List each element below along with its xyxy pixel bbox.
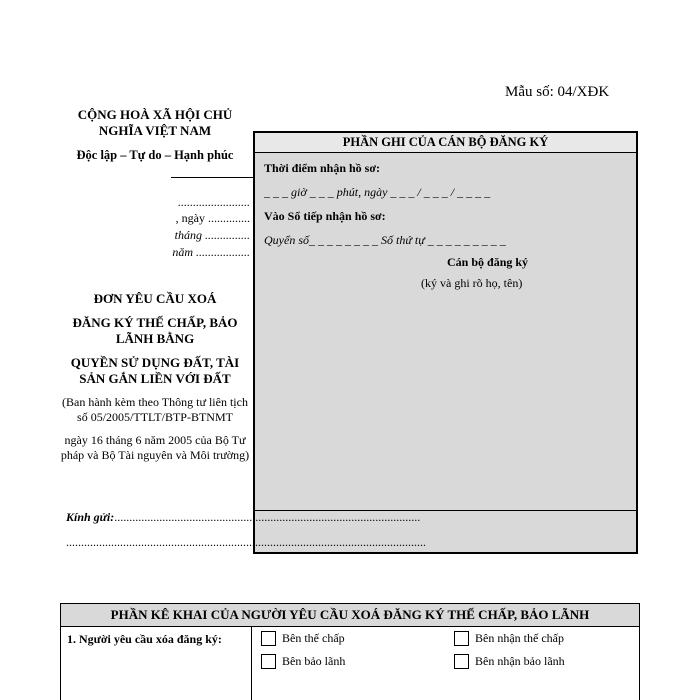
title-line-2: ĐĂNG KÝ THẾ CHẤP, BẢO LÃNH BẰNG	[72, 315, 238, 346]
option-guarantee-recipient[interactable]	[454, 654, 565, 669]
recipient-label: Kính gửi:	[66, 510, 115, 524]
document-title	[60, 291, 250, 471]
form-number: Mẫu số: 04/XĐK	[505, 84, 610, 100]
officer-section-heading: PHẦN GHI CỦA CÁN BỘ ĐĂNG KÝ	[255, 133, 636, 153]
receive-time-field[interactable]: _ _ _ giờ _ _ _ phút, ngày _ _ _ / _ _ _ / _ _ _ _	[264, 185, 491, 199]
recipient-line-2[interactable]: ........................................................................................................................	[66, 535, 426, 549]
nation-header	[60, 107, 250, 139]
title-line-1: ĐƠN YÊU CẦU XOÁ	[93, 291, 217, 306]
recipient-line[interactable]	[66, 510, 420, 525]
option-mortgagor[interactable]	[261, 631, 345, 646]
option-guarantee-recipient-label: Bên nhận bảo lãnh	[475, 654, 565, 668]
checkbox-mortgagee[interactable]	[454, 631, 469, 646]
title-note-1: (Ban hành kèm theo Thông tư liên tịch số 05/2005/TTLT/BTP-BTNMT	[62, 395, 248, 424]
checkbox-mortgagor[interactable]	[261, 631, 276, 646]
nation-line-2: NGHĨA VIỆT NAM	[98, 123, 212, 138]
officer-label: Cán bộ đăng ký	[447, 255, 529, 269]
option-mortgagee[interactable]	[454, 631, 564, 646]
day-field[interactable]: , ngày ..............	[175, 211, 250, 225]
option-guarantor[interactable]	[261, 654, 345, 669]
motto: Độc lập – Tự do – Hạnh phúc	[76, 148, 234, 162]
declaration-column-divider	[251, 626, 252, 700]
title-line-3: QUYỀN SỬ DỤNG ĐẤT, TÀI SẢN GẮN LIỀN VỚI ĐẤT	[70, 355, 240, 386]
option-mortgagor-label: Bên thế chấp	[282, 631, 345, 645]
declaration-section	[60, 603, 640, 700]
declaration-heading: PHẦN KÊ KHAI CỦA NGƯỜI YÊU CẦU XOÁ ĐĂNG KÝ THẾ CHẤP, BẢO LÃNH	[61, 604, 639, 627]
checkbox-guarantor[interactable]	[261, 654, 276, 669]
place-field[interactable]: ........................	[178, 195, 250, 209]
option-guarantor-label: Bên bảo lãnh	[282, 654, 346, 668]
officer-signature-note: (ký và ghi rõ họ, tên)	[421, 276, 523, 290]
option-mortgagee-label: Bên nhận thế chấp	[475, 631, 564, 645]
officer-section	[253, 131, 638, 554]
register-label: Vào Sổ tiếp nhận hồ sơ:	[264, 209, 386, 223]
recipient-dots: ......................................................................................................	[114, 510, 421, 524]
nation-line-1: CỘNG HOÀ XÃ HỘI CHỦ	[77, 107, 233, 122]
title-note-2: ngày 16 tháng 6 năm 2005 của Bộ Tư pháp và Bộ Tài nguyên và Môi trường)	[60, 433, 250, 462]
year-field[interactable]: năm ..................	[172, 245, 250, 259]
register-field[interactable]: Quyển số_ _ _ _ _ _ _ _ Số thứ tự _ _ _ _ _ _ _ _ _	[264, 233, 506, 247]
checkbox-guarantee-recipient[interactable]	[454, 654, 469, 669]
month-field[interactable]: tháng ...............	[174, 228, 250, 242]
requester-label: 1. Người yêu cầu xóa đăng ký:	[67, 632, 222, 646]
receive-time-label: Thời điểm nhận hồ sơ:	[264, 161, 380, 175]
